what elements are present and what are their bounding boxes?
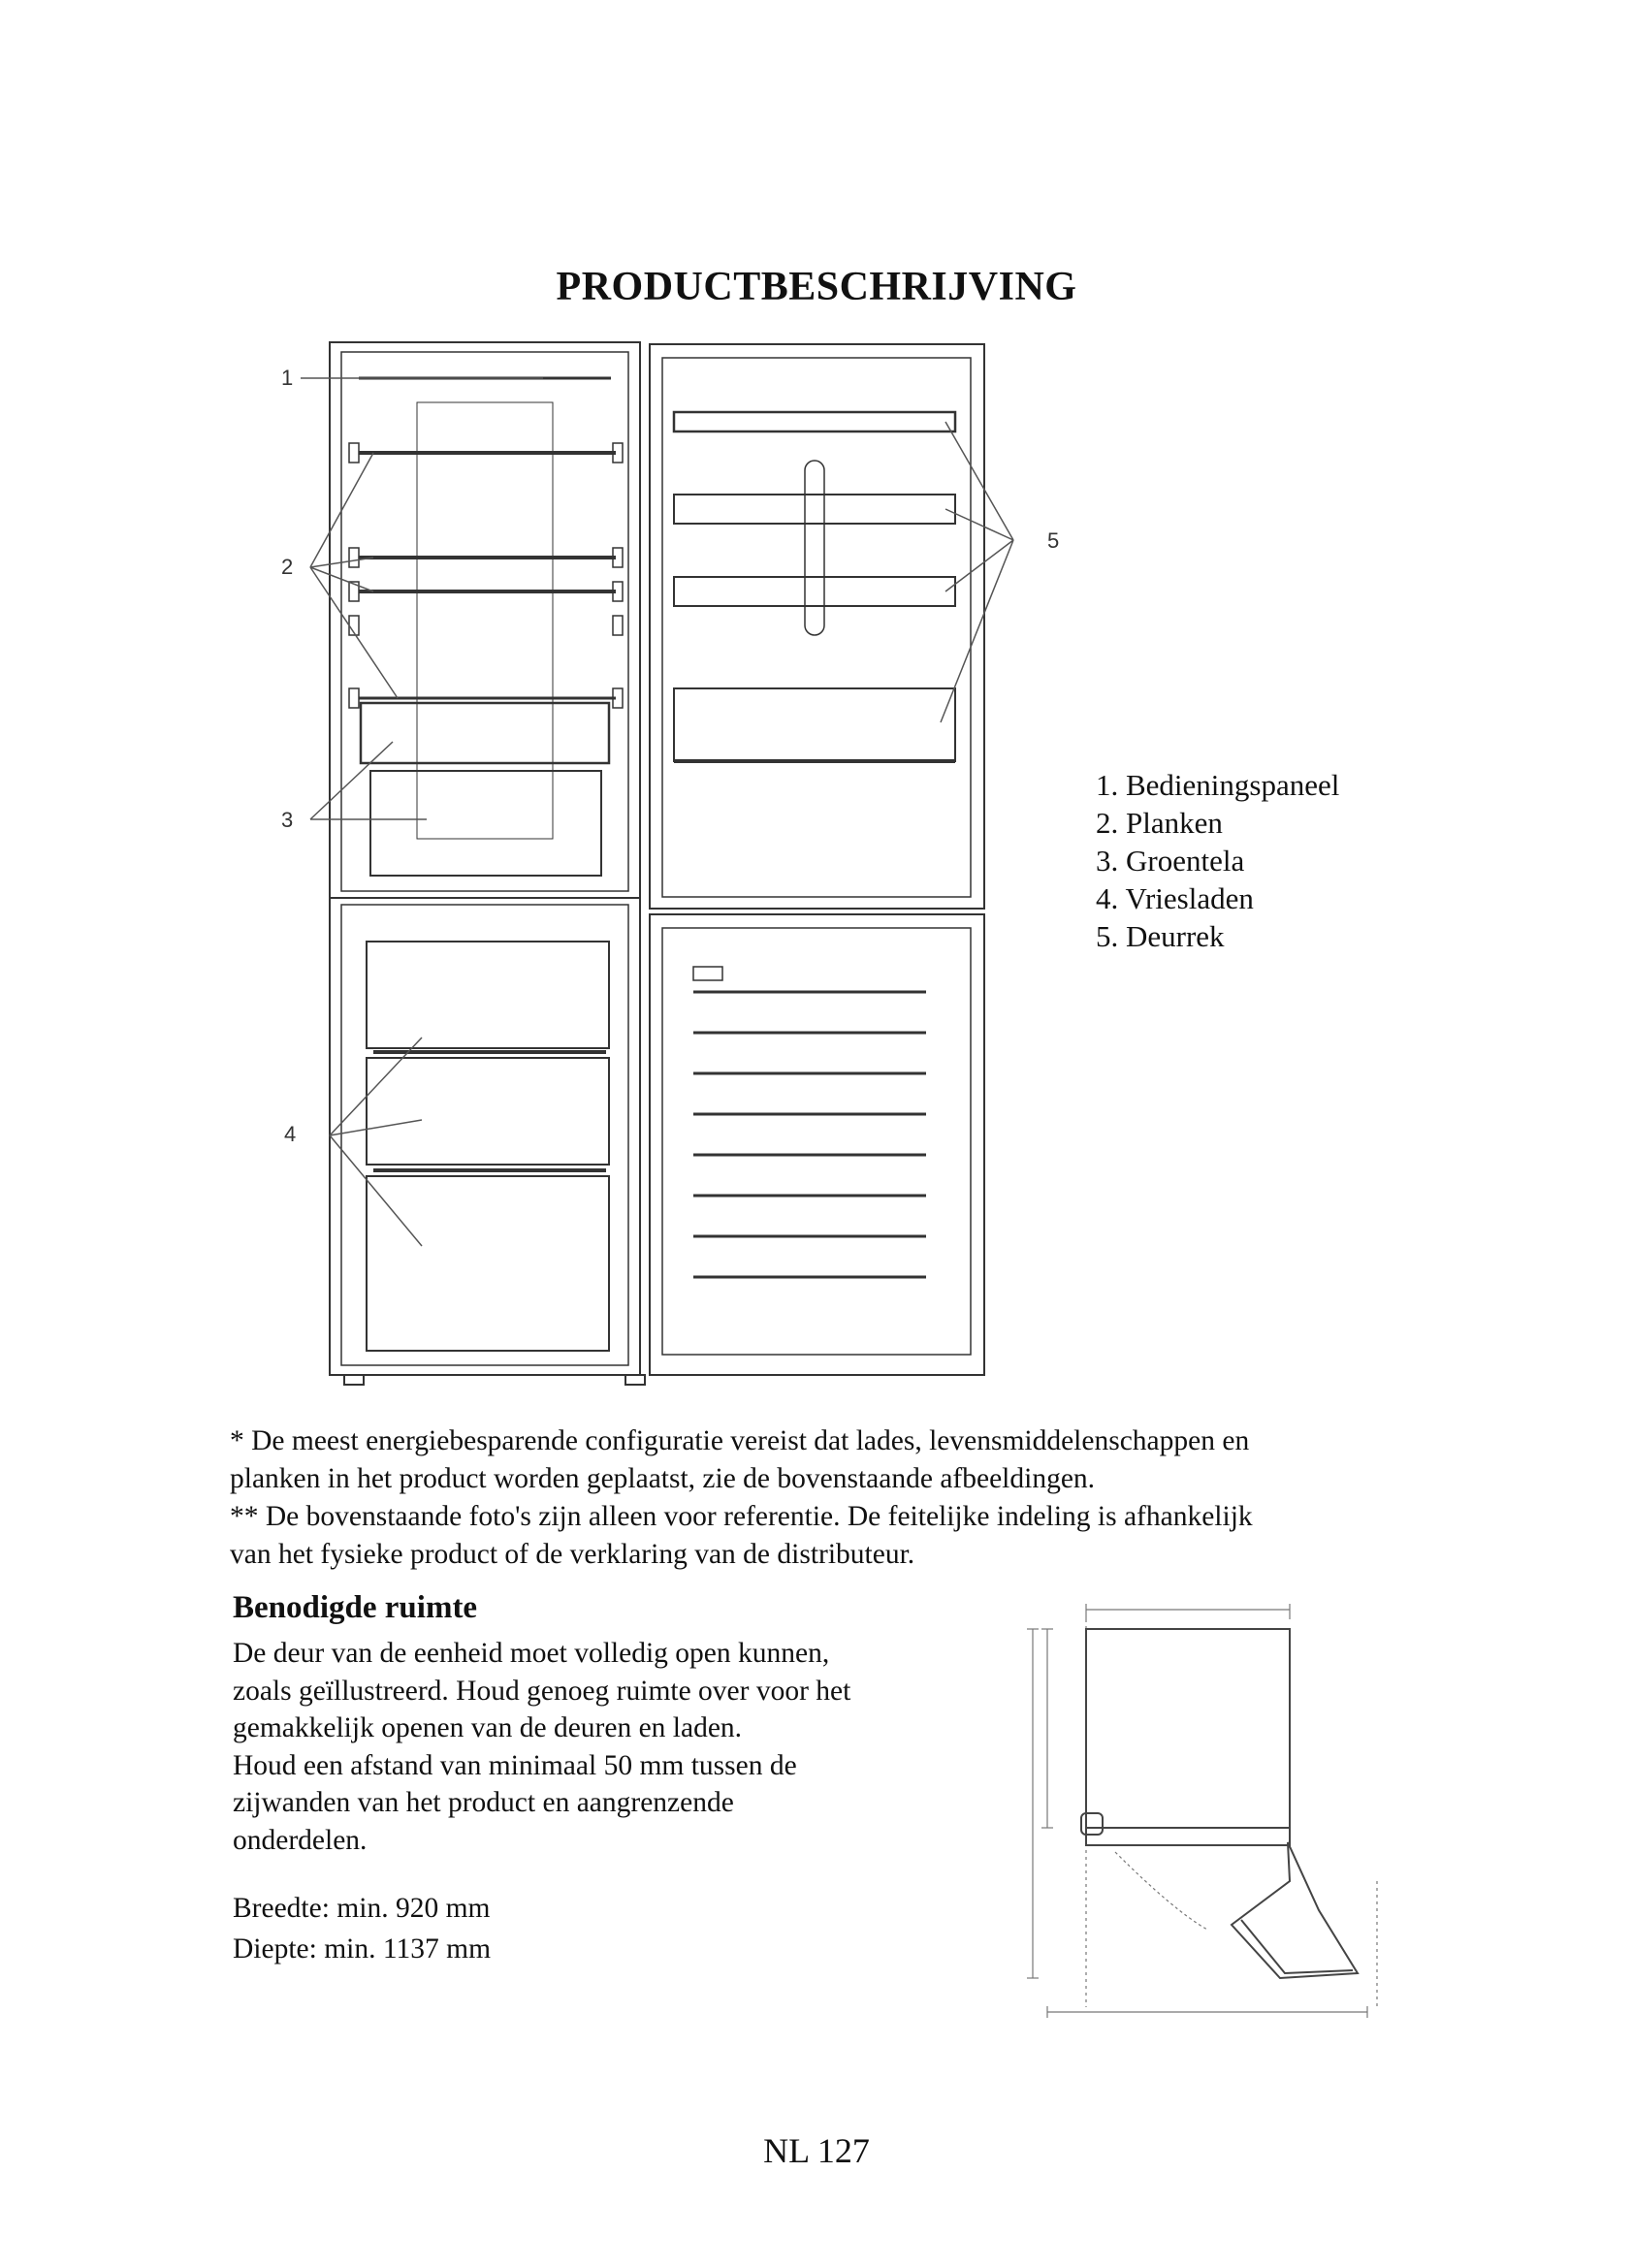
body-line: zoals geïllustreerd. Houd genoeg ruimte over voor het — [233, 1675, 851, 1707]
body-line: Houd een afstand van minimaal 50 mm tussen de — [233, 1749, 797, 1781]
body-line: gemakkelijk openen van de deuren en laden. — [233, 1712, 743, 1743]
callout-3: 3 — [281, 808, 294, 832]
callout-4: 4 — [284, 1122, 297, 1146]
page-number: NL 127 — [763, 2131, 870, 2170]
crisper-cover — [361, 703, 609, 763]
legend-item: 1. Bedieningspaneel — [1096, 768, 1340, 802]
body-line: De deur van de eenheid moet volledig open kunnen, — [233, 1638, 830, 1669]
min-dimensions — [233, 1888, 491, 1969]
min-width: Breedte: min. 920 mm — [233, 1893, 491, 1924]
cabinet-outline — [330, 342, 640, 1375]
clearance-diagram — [1009, 1590, 1416, 2036]
fridge-diagram — [281, 335, 1076, 1391]
legend-item: 4. Vriesladen — [1096, 881, 1254, 915]
callout-5: 5 — [1047, 528, 1060, 553]
body-line: onderdelen. — [233, 1824, 368, 1856]
shelf-lines — [359, 453, 616, 698]
callout-leaders — [301, 378, 1013, 1246]
footnotes — [230, 1422, 1403, 1574]
note-line: planken in het product worden geplaatst, zie de bovenstaande afbeeldingen. — [230, 1463, 1096, 1494]
note-line: van het fysieke product of de verklaring van de distributeur. — [230, 1539, 915, 1570]
parts-legend — [1096, 766, 1339, 955]
section-body — [233, 1635, 850, 1859]
fridge-door — [650, 344, 984, 909]
callout-1: 1 — [281, 366, 294, 390]
min-depth: Diepte: min. 1137 mm — [233, 1933, 492, 1965]
body-line: zijwanden van het product en aangrenzende — [233, 1787, 734, 1818]
legend-item: 2. Planken — [1096, 806, 1223, 840]
callout-2: 2 — [281, 555, 294, 579]
crisper-drawer — [370, 771, 601, 876]
cabinet-top-view — [1086, 1629, 1290, 1828]
page-title: PRODUCTBESCHRIJVING — [556, 265, 1077, 309]
legend-item: 3. Groentela — [1096, 844, 1245, 878]
note-line: * De meest energiebesparende configuratie vereist dat lades, levensmiddelenschappen en — [230, 1425, 1250, 1456]
legend-item: 5. Deurrek — [1096, 919, 1225, 953]
freezer-door — [650, 914, 984, 1375]
freezer-door-ribs — [693, 992, 926, 1277]
note-line: ** De bovenstaande foto's zijn alleen voor referentie. De feitelijke indeling is afhankelijk — [230, 1501, 1253, 1532]
freezer-drawers — [367, 942, 609, 1351]
door-control-icon — [693, 967, 722, 980]
section-heading: Benodigde ruimte — [233, 1590, 478, 1625]
